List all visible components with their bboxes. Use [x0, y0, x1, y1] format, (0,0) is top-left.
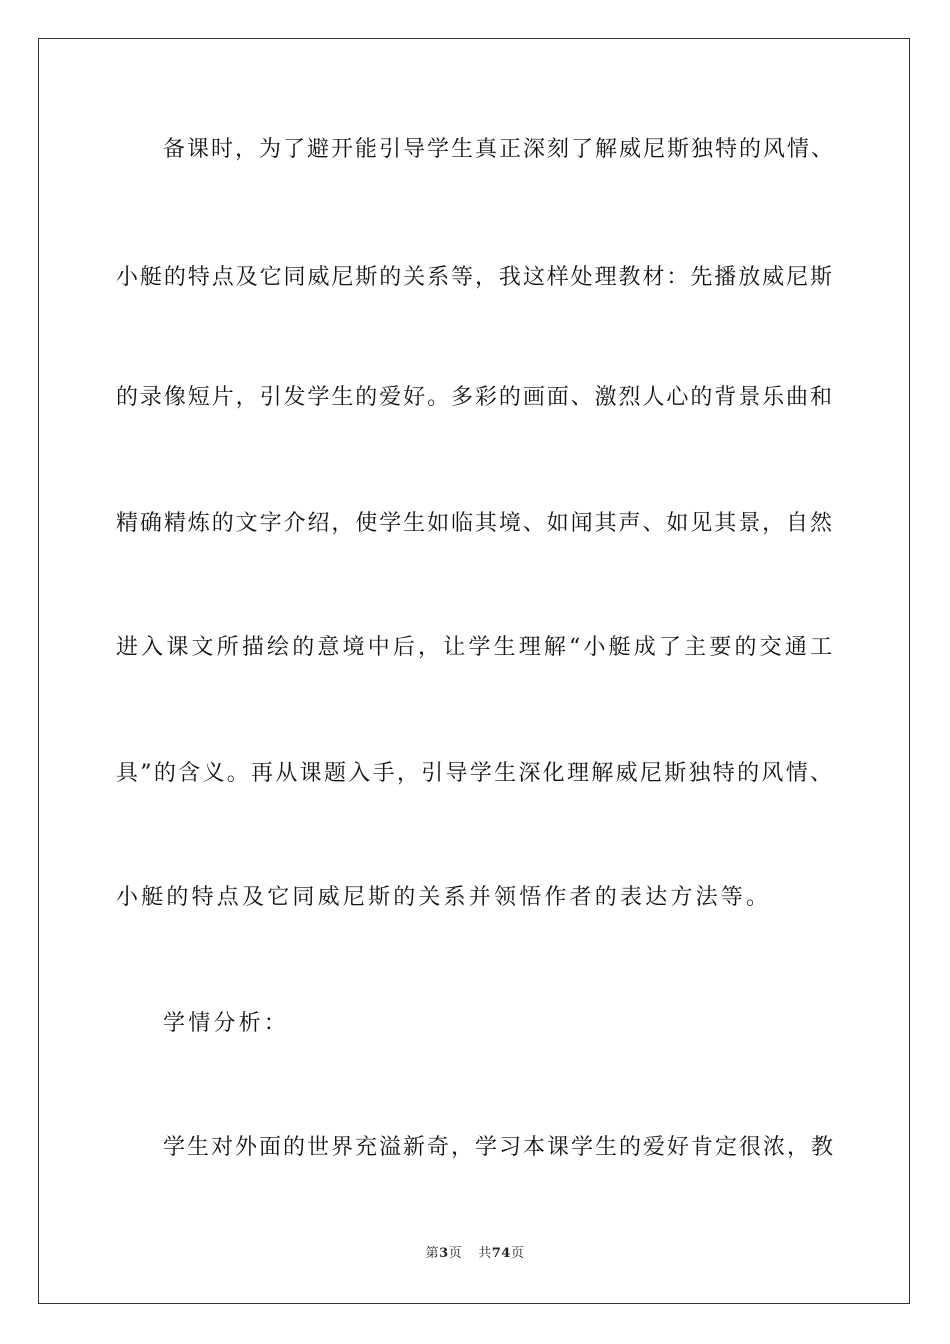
page-footer	[0, 1246, 950, 1262]
total-prefix: 共	[478, 1246, 492, 1261]
paragraph-line-2: 小艇的特点及它同威尼斯的关系等，我这样处理教材：先播放威尼斯	[116, 265, 832, 290]
paragraph-line-4: 精确精炼的文字介绍，使学生如临其境、如闻其声、如见其景，自然	[116, 511, 832, 536]
paragraph-line-1: 备课时，为了避开能引导学生真正深刻了解威尼斯独特的风情、	[163, 137, 833, 162]
paragraph-line-8: 学生对外面的世界充溢新奇，学习本课学生的爱好肯定很浓，教	[163, 1135, 833, 1160]
paragraph-line-3: 的录像短片，引发学生的爱好。多彩的画面、激烈人心的背景乐曲和	[116, 385, 832, 410]
section-heading: 学情分析：	[163, 1011, 290, 1036]
page-number: 3	[439, 1246, 449, 1261]
page-prefix: 第	[425, 1246, 440, 1261]
page-suffix: 页	[448, 1246, 463, 1261]
page-border	[38, 38, 910, 1304]
paragraph-line-5: 进入课文所描绘的意境中后，让学生理解“小艇成了主要的交通工	[116, 635, 832, 660]
total-suffix: 页	[510, 1246, 525, 1261]
paragraph-line-7: 小艇的特点及它同威尼斯的关系并领悟作者的表达方法等。	[116, 885, 772, 910]
paragraph-line-6: 具”的含义。再从课题入手，引导学生深化理解威尼斯独特的风情、	[116, 761, 832, 786]
total-pages: 74	[491, 1246, 511, 1261]
